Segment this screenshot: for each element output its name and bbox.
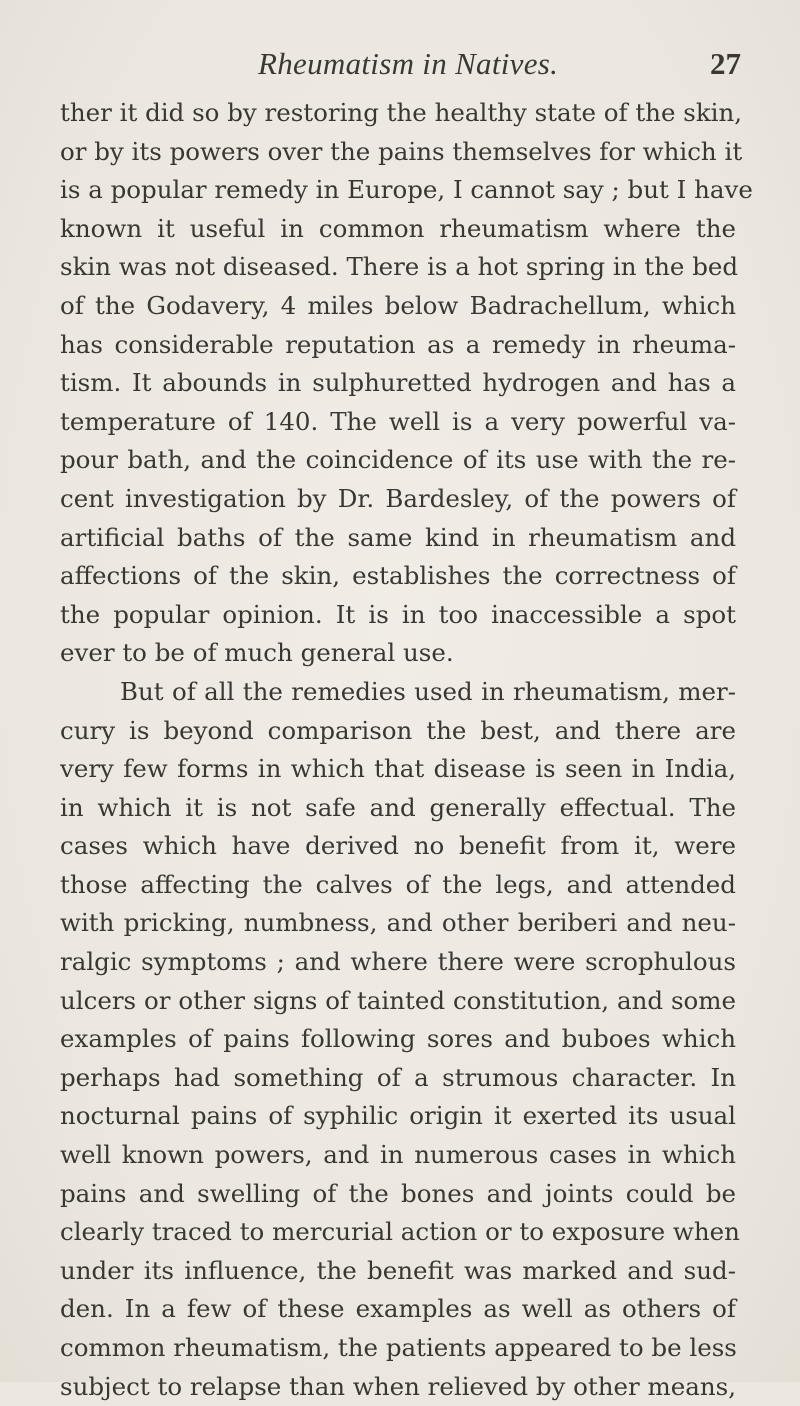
text-line: clearly traced to mercurial action or to exposure when bbox=[60, 1217, 740, 1247]
body-text bbox=[60, 94, 753, 1406]
text-line: pains and swelling of the bones and joints could be bbox=[60, 1178, 736, 1208]
text-line: artificial baths of the same kind in rheumatism and bbox=[60, 522, 736, 552]
text-line: den. In a few of these examples as well as others of bbox=[60, 1294, 736, 1324]
text-line: tism. It abounds in sulphuretted hydrogen and has a bbox=[60, 368, 736, 398]
running-title: Rheumatism in Natives. bbox=[258, 46, 559, 81]
text-line: cury is beyond comparison the best, and there are bbox=[60, 715, 736, 745]
text-line: in which it is not safe and generally effectual. The bbox=[60, 792, 736, 822]
text-line: those affecting the calves of the legs, and attended bbox=[60, 869, 736, 899]
text-line: ther it did so by restoring the healthy state of the skin, bbox=[60, 98, 743, 127]
text-line: ulcers or other signs of tainted constitution, and some bbox=[60, 985, 736, 1015]
text-line: very few forms in which that disease is seen in India, bbox=[60, 754, 736, 784]
page-header bbox=[0, 46, 800, 86]
text-line: cases which have derived no benefit from it, were bbox=[60, 831, 736, 861]
text-line: subject to relapse than when relieved by other means, bbox=[60, 1371, 737, 1401]
text-line: of the Godavery, 4 miles below Badrachellum, which bbox=[60, 290, 736, 320]
text-line: under its influence, the benefit was marked and sud- bbox=[60, 1255, 736, 1285]
text-line: nocturnal pains of syphilic origin it exerted its usual bbox=[60, 1101, 736, 1131]
text-line: affections of the skin, establishes the correctness of bbox=[60, 561, 736, 591]
text-line: examples of pains following sores and buboes which bbox=[60, 1024, 736, 1054]
text-line: common rheumatism, the patients appeared to be less bbox=[60, 1333, 737, 1362]
text-line: the popular opinion. It is in too inaccessible a spot bbox=[60, 599, 736, 629]
text-line: has considerable reputation as a remedy in rheuma- bbox=[60, 329, 736, 359]
page-number: 27 bbox=[710, 46, 741, 81]
text-line: pour bath, and the coincidence of its use with the re- bbox=[60, 445, 736, 475]
text-line: ralgic symptoms ; and where there were scrophulous bbox=[60, 947, 736, 977]
text-line: ever to be of much general use. bbox=[60, 638, 454, 668]
text-line: cent investigation by Dr. Bardesley, of the powers of bbox=[60, 483, 736, 513]
text-line: perhaps had something of a strumous character. In bbox=[60, 1062, 736, 1092]
text-line: temperature of 140. The well is a very powerful va- bbox=[60, 406, 736, 436]
text-line: known it useful in common rheumatism where the bbox=[60, 213, 736, 243]
text-line: skin was not diseased. There is a hot spring in the bed bbox=[60, 252, 739, 282]
text-line: with pricking, numbness, and other beriberi and neu- bbox=[60, 908, 736, 938]
text-line: is a popular remedy in Europe, I cannot say ; but I have bbox=[60, 175, 753, 205]
text-line: well known powers, and in numerous cases in which bbox=[60, 1140, 736, 1170]
text-line: But of all the remedies used in rheumatism, mer- bbox=[120, 676, 736, 706]
text-line: or by its powers over the pains themselves for which it bbox=[60, 136, 743, 166]
